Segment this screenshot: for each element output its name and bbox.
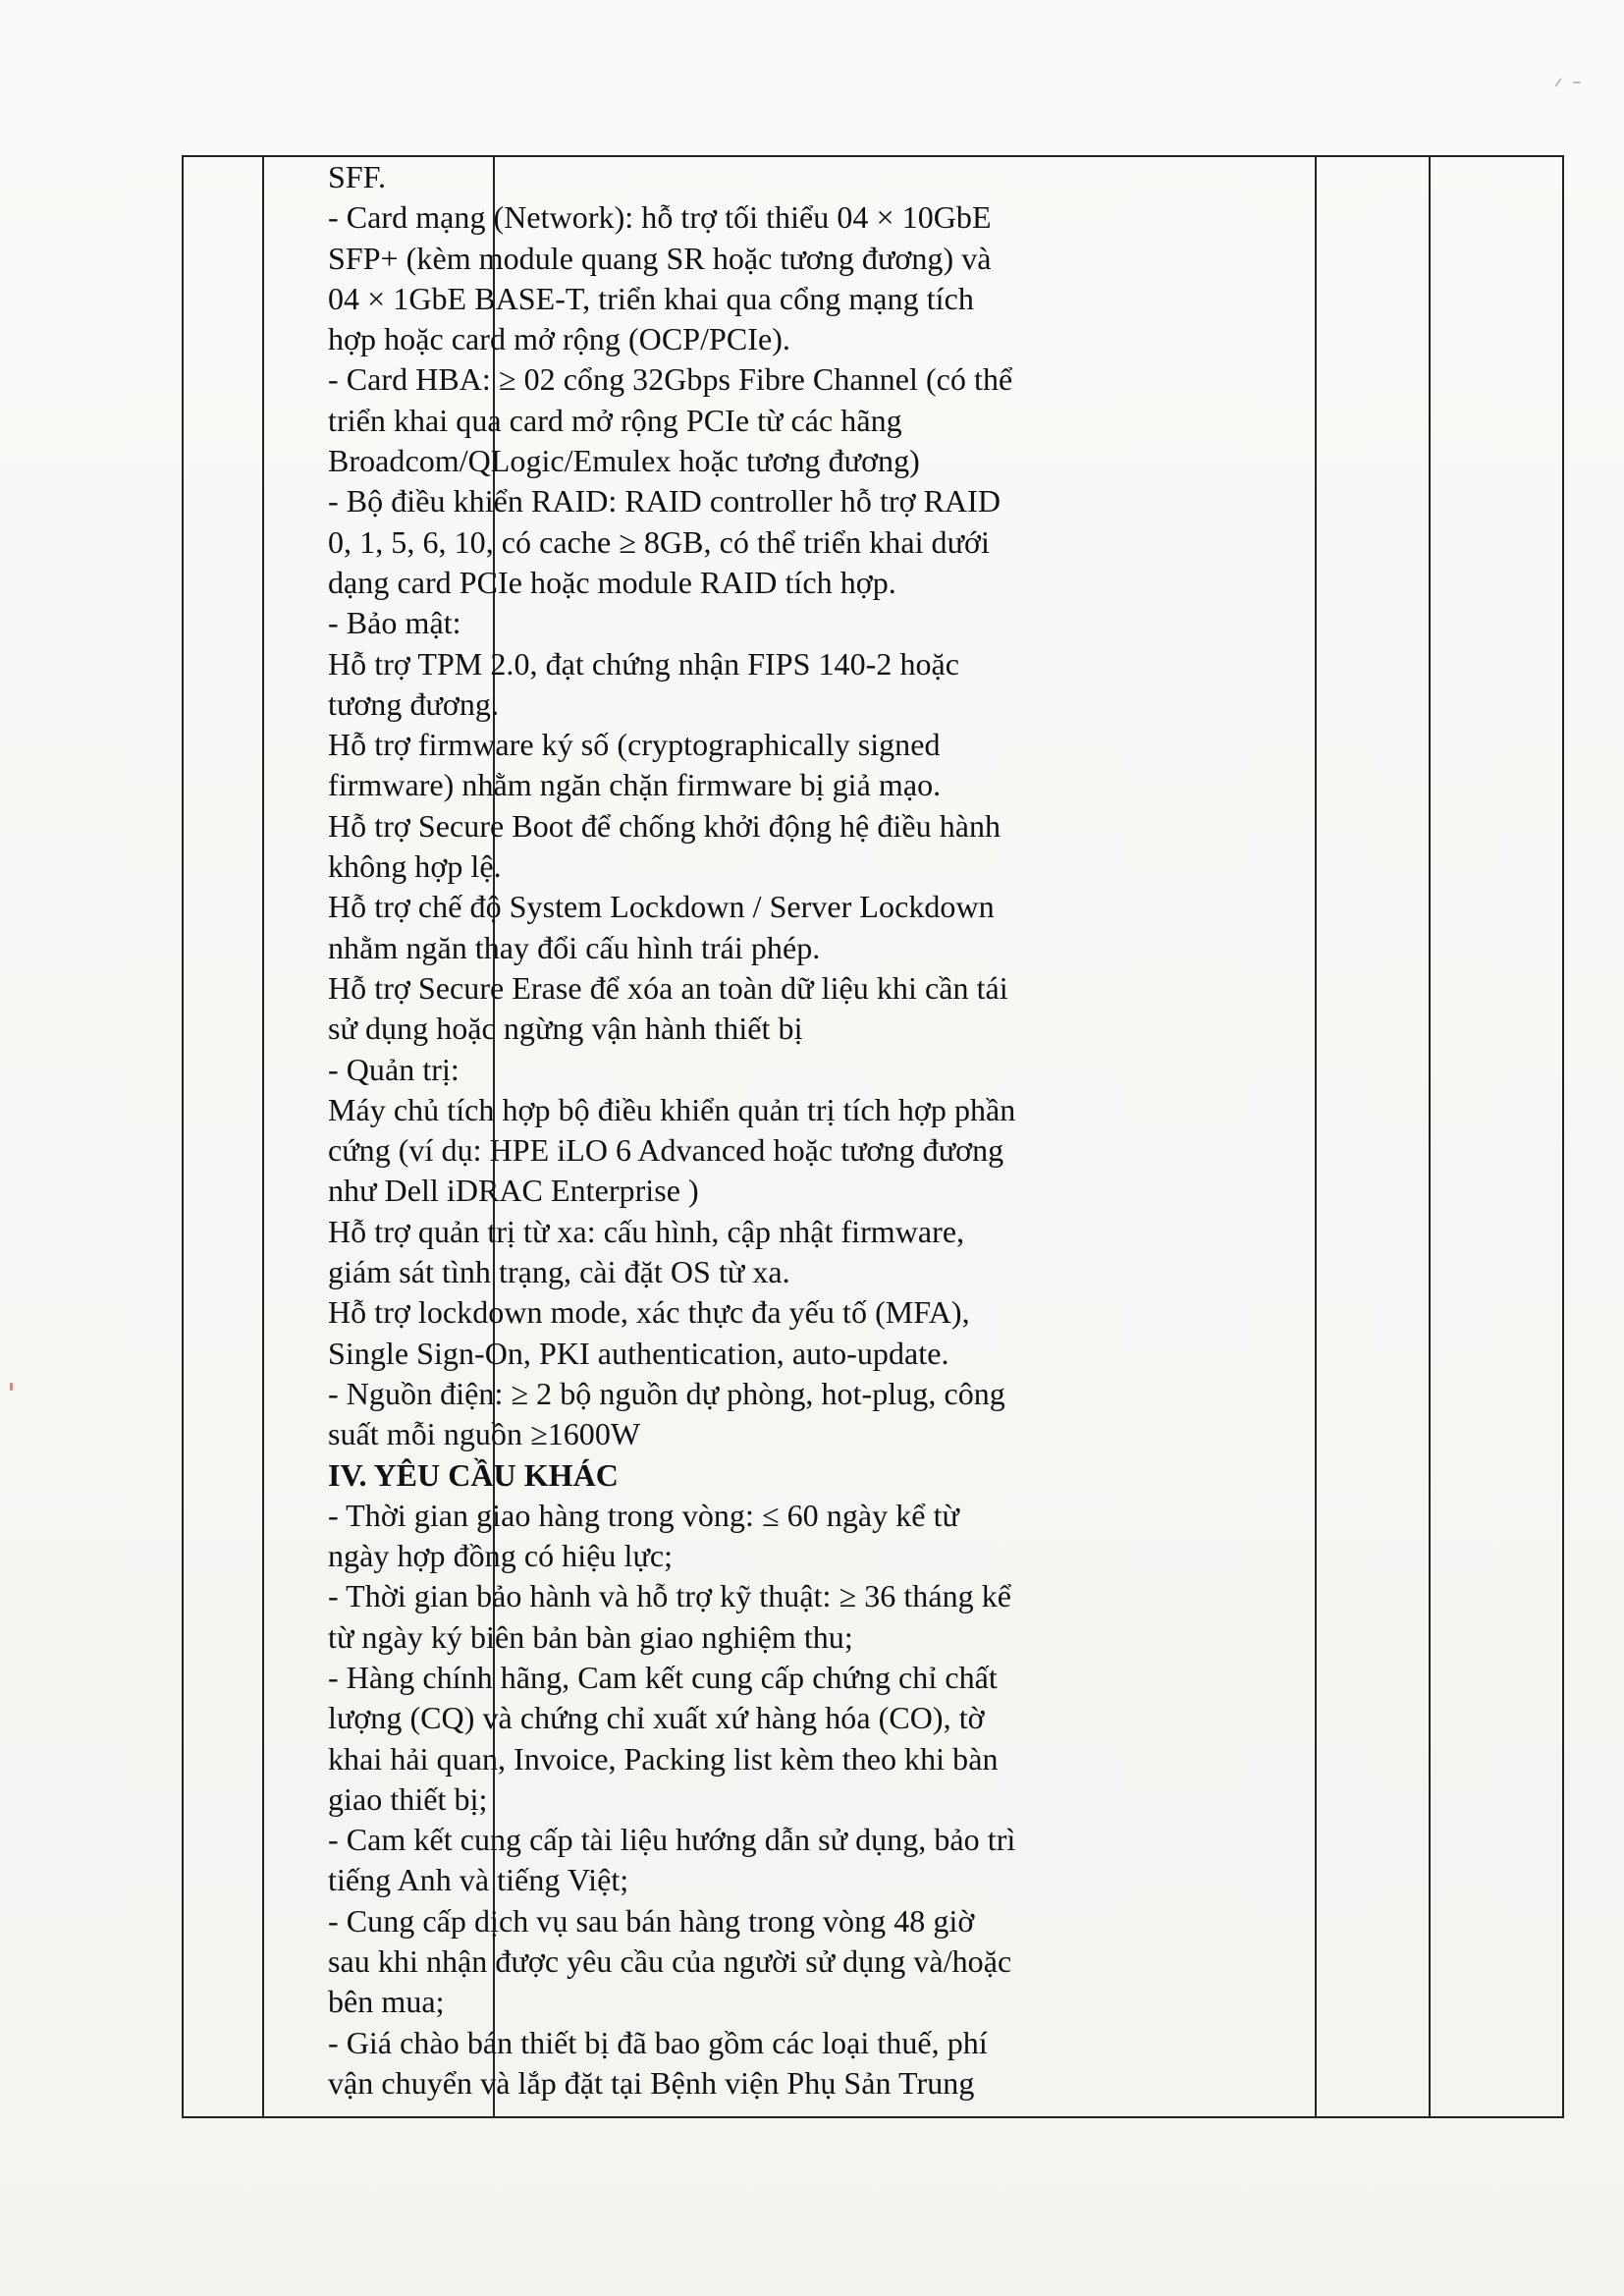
- document-line-11: dạng card PCIe hoặc module RAID tích hợp.: [328, 564, 896, 600]
- requirement-line-12: sau khi nhận được yêu cầu của người sử dụng và/hoặc: [328, 1943, 1012, 1980]
- document-line-10: 0, 1, 5, 6, 10, có cache ≥ 8GB, có thể triển khai dưới: [328, 523, 990, 560]
- scan-mark: [1573, 82, 1581, 83]
- document-line-17: Hỗ trợ Secure Boot để chống khởi động hệ điều hành: [328, 807, 1001, 844]
- requirement-line-2: ngày hợp đồng có hiệu lực;: [328, 1538, 674, 1574]
- requirement-line-11: - Cung cấp dịch vụ sau bán hàng trong vòng 48 giờ: [328, 1902, 975, 1939]
- document-line-4: 04 × 1GbE BASE-T, triển khai qua cổng mạng tích: [328, 280, 974, 316]
- document-line-19: Hỗ trợ chế độ System Lockdown / Server Lockdown: [328, 889, 995, 925]
- document-line-22: sử dụng hoặc ngừng vận hành thiết bị: [328, 1011, 803, 1047]
- document-line-16: firmware) nhằm ngăn chặn firmware bị giả mạo.: [328, 767, 942, 803]
- requirement-line-7: khai hải quan, Invoice, Packing list kèm theo khi bàn: [328, 1740, 999, 1777]
- document-line-21: Hỗ trợ Secure Erase để xóa an toàn dữ liệu khi cần tái: [328, 969, 1008, 1006]
- document-line-23: - Quản trị:: [328, 1051, 460, 1087]
- requirement-line-10: tiếng Anh và tiếng Việt;: [328, 1862, 629, 1898]
- requirement-line-15: vận chuyển và lắp đặt tại Bệnh viện Phụ Sản Trung: [328, 2064, 975, 2101]
- requirement-line-6: lượng (CQ) và chứng chỉ xuất xứ hàng hóa (CO), tờ: [328, 1700, 985, 1736]
- document-line-31: - Nguồn điện: ≥ 2 bộ nguồn dự phòng, hot-plug, công: [328, 1375, 1005, 1411]
- document-line-7: triển khai qua card mở rộng PCIe từ các hãng: [328, 402, 902, 438]
- requirement-line-5: - Hàng chính hãng, Cam kết cung cấp chứng chỉ chất: [328, 1659, 998, 1695]
- document-lines: [328, 157, 1290, 2104]
- specification-content: [328, 157, 1290, 2115]
- document-line-29: Hỗ trợ lockdown mode, xác thực đa yếu tố (MFA),: [328, 1294, 970, 1331]
- requirement-line-4: từ ngày ký biên bản bàn giao nghiệm thu;: [328, 1618, 853, 1655]
- column-divider-1: [262, 157, 264, 2116]
- requirement-line-3: - Thời gian bảo hành và hỗ trợ kỹ thuật: ≥ 36 tháng kể: [328, 1578, 1012, 1614]
- document-line-15: Hỗ trợ firmware ký số (cryptographically signed: [328, 727, 941, 763]
- document-line-9: - Bộ điều khiển RAID: RAID controller hỗ trợ RAID: [328, 483, 1001, 519]
- document-line-13: Hỗ trợ TPM 2.0, đạt chứng nhận FIPS 140-2 hoặc: [328, 645, 960, 682]
- document-line-2: - Card mạng (Network): hỗ trợ tối thiểu 04 × 10GbE: [328, 199, 992, 236]
- document-line-18: không hợp lệ.: [328, 848, 502, 885]
- document-line-30: Single Sign-On, PKI authentication, auto-update.: [328, 1335, 949, 1371]
- document-line-6: - Card HBA: ≥ 02 cổng 32Gbps Fibre Channel (có thể: [328, 361, 1013, 398]
- requirement-line-1: - Thời gian giao hàng trong vòng: ≤ 60 ngày kể từ: [328, 1497, 959, 1533]
- document-line-5: hợp hoặc card mở rộng (OCP/PCIe).: [328, 321, 790, 357]
- column-divider-4: [1429, 157, 1431, 2116]
- document-line-27: Hỗ trợ quản trị từ xa: cấu hình, cập nhật firmware,: [328, 1213, 965, 1249]
- document-line-20: nhằm ngăn thay đổi cấu hình trái phép.: [328, 929, 821, 965]
- section-title: IV. YÊU CẦU KHÁC: [328, 1456, 619, 1493]
- document-line-3: SFP+ (kèm module quang SR hoặc tương đương) và: [328, 240, 992, 276]
- requirement-line-8: giao thiết bị;: [328, 1780, 488, 1817]
- document-line-1: SFF.: [328, 159, 387, 194]
- requirement-line-13: bên mua;: [328, 1984, 445, 2020]
- document-line-14: tương đương.: [328, 685, 500, 722]
- scan-mark: [10, 1383, 13, 1391]
- document-line-28: giám sát tình trạng, cài đặt OS từ xa.: [328, 1254, 790, 1290]
- document-line-24: Máy chủ tích hợp bộ điều khiển quản trị tích hợp phần: [328, 1091, 1016, 1127]
- document-line-32: suất mỗi nguồn ≥1600W: [328, 1416, 641, 1452]
- document-line-8: Broadcom/QLogic/Emulex hoặc tương đương): [328, 443, 920, 479]
- document-line-26: như Dell iDRAC Enterprise ): [328, 1173, 699, 1209]
- requirement-line-9: - Cam kết cung cấp tài liệu hướng dẫn sử dụng, bảo trì: [328, 1822, 1016, 1858]
- document-line-25: cứng (ví dụ: HPE iLO 6 Advanced hoặc tương đương: [328, 1132, 1004, 1169]
- requirement-line-14: - Giá chào bán thiết bị đã bao gồm các loại thuế, phí: [328, 2024, 988, 2060]
- column-divider-3: [1315, 157, 1317, 2116]
- document-line-12: - Bảo mật:: [328, 605, 461, 641]
